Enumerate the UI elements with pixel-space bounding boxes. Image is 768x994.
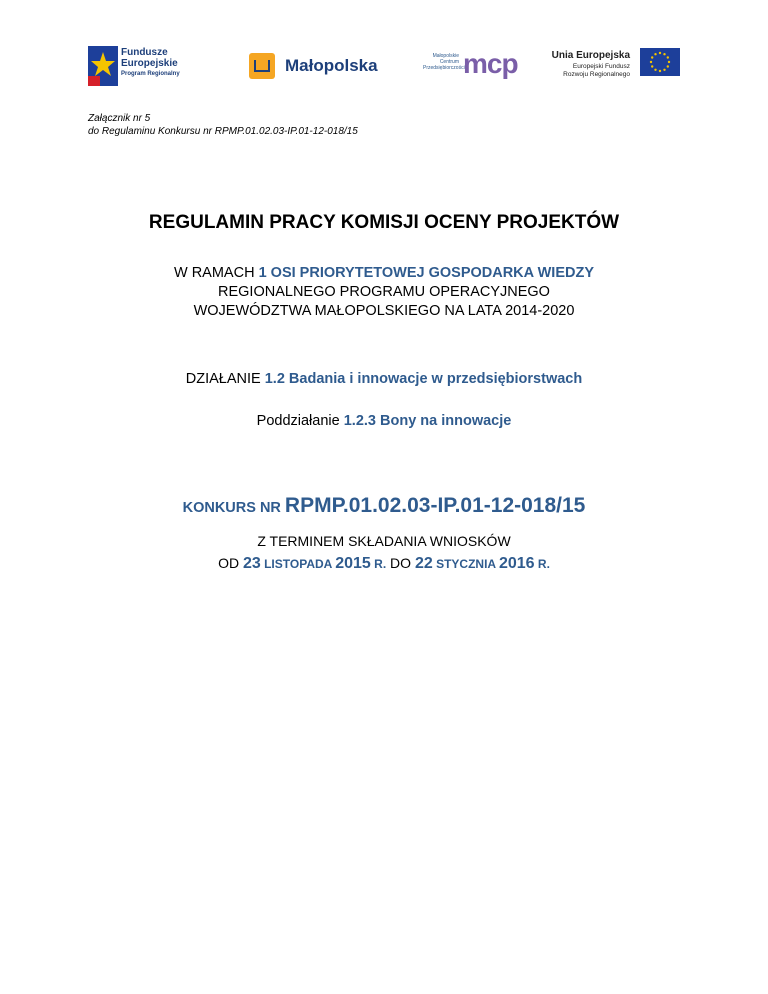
term-od: OD [218,555,243,571]
fe-star-icon [88,46,118,86]
action-line [0,371,768,387]
annex-line2: do Regulaminu Konkursu nr RPMP.01.02.03-IP.01-12-018/15 [88,126,358,137]
term-do: DO [386,555,415,571]
fe-line3: Program Regionalny [121,71,180,77]
fundusze-europejskie-logo [88,44,198,92]
annex-note [88,112,358,138]
contest-line [0,494,768,518]
mcp-small-text: Małopolskie Centrum Przedsiębiorczości [423,53,465,71]
term-r1: R. [370,557,387,571]
malopolska-logo [249,44,399,92]
frame-line1 [0,264,768,283]
frame-line3: WOJEWÓDZTWA MAŁOPOLSKIEGO NA LATA 2014-2020 [193,303,575,319]
term-year2: 2016 [498,555,535,572]
contest-label: KONKURS NR [182,500,285,516]
subaction-value: 1.2.3 Bony na innowacje [343,413,512,429]
term-line2 [0,552,768,575]
program-frame [0,264,768,321]
malopolska-crown-icon [249,53,275,79]
subaction-line [0,413,768,429]
priority-axis: 1 OSI PRIORYTETOWEJ GOSPODARKA WIEDZY [258,265,594,281]
action-label: DZIAŁANIE [185,371,265,387]
term-month2: STYCZNIA [432,557,499,571]
action-value: 1.2 Badania i innowacje w przedsiębiorstwach [264,371,583,387]
term-day2: 22 [414,555,433,572]
ue-logo [540,44,678,92]
annex-line1: Załącznik nr 5 [88,113,151,124]
term-r2: R. [534,557,550,571]
frame-prefix: W RAMACH [173,265,259,281]
ue-sub2: Rozwoju Regionalnego [563,70,630,78]
contest-number: RPMP.01.02.03-IP.01-12-018/15 [284,494,586,517]
term-year1: 2015 [335,555,371,572]
ue-title: Unia Europejska [551,50,630,61]
fe-line1: Fundusze [121,47,168,58]
mcp-logo [423,44,523,92]
malopolska-name: Małopolska [285,56,378,75]
term-day1: 23 [242,555,261,572]
eu-flag-icon [640,48,680,76]
ue-sub1: Europejski Fundusz [572,63,630,70]
document-title: REGULAMIN PRACY KOMISJI OCENY PROJEKTÓW [148,212,620,233]
term-line1: Z TERMINEM SKŁADANIA WNIOSKÓW [257,533,511,549]
logo-bar [88,44,678,92]
frame-line2: REGIONALNEGO PROGRAMU OPERACYJNEGO [218,284,550,300]
mcp-mark: mcp [463,48,518,79]
term-month1: LISTOPADA [260,557,336,571]
fe-line2: Europejskie [121,57,178,69]
ue-subtitle [540,63,630,78]
subaction-label: Poddziałanie [256,413,344,429]
submission-term [0,530,768,575]
